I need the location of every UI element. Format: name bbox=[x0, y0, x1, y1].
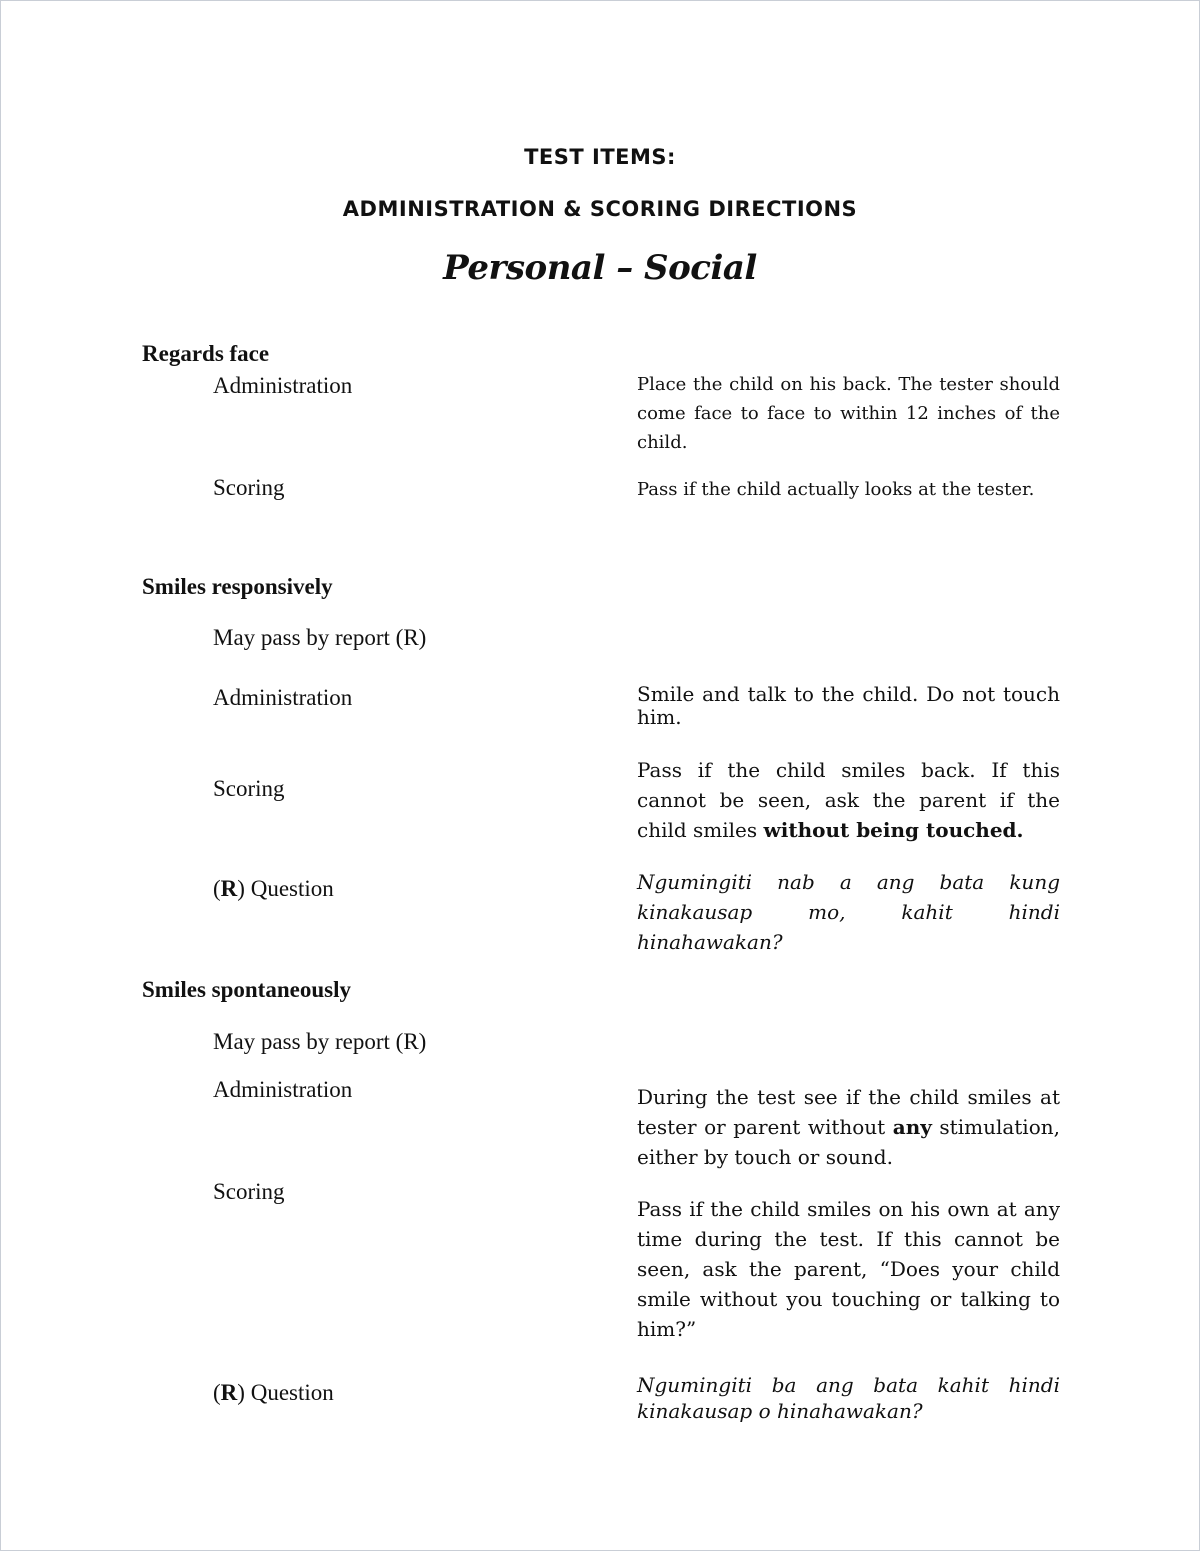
scoring-text-emphasis: without being touched. bbox=[763, 818, 1024, 842]
administration-label: Administration bbox=[213, 1077, 353, 1102]
administration-label: Administration bbox=[213, 685, 353, 710]
scoring-text bbox=[637, 755, 1060, 845]
scoring-label: Scoring bbox=[213, 776, 285, 801]
report-marker: R bbox=[220, 876, 238, 901]
administration-text bbox=[637, 1082, 1060, 1172]
scoring-text: Pass if the child smiles on his own at any time during the test. If this cannot be seen, ask the parent, “Does your child smile without you touching or talking to him?” bbox=[637, 1197, 1060, 1341]
administration-text-post: stimulation, either by touch or sound. bbox=[637, 1115, 1060, 1169]
item-heading: Regards face bbox=[142, 341, 270, 366]
question-text: Ngumingiti ba ang bata kahit hindi kinakausap o hinahawakan? bbox=[637, 1373, 1060, 1423]
administration-text-pre: During the test see if the child smiles at tester or parent without bbox=[637, 1085, 1060, 1139]
administration-text-emphasis: any bbox=[892, 1115, 932, 1139]
report-marker: R bbox=[220, 1380, 238, 1405]
scoring-text: Pass if the child actually looks at the tester. bbox=[637, 479, 1035, 500]
page-subtitle: ADMINISTRATION & SCORING DIRECTIONS bbox=[342, 197, 858, 221]
page-title: TEST ITEMS: bbox=[524, 145, 676, 169]
item-heading: Smiles responsively bbox=[142, 574, 333, 599]
question-text: Ngumingiti nab a ang bata kung kinakausap mo, kahit hindi hinahawakan? bbox=[637, 870, 1060, 954]
question-label: (R) Question bbox=[213, 1380, 334, 1405]
domain-title: Personal – Social bbox=[443, 248, 757, 288]
scoring-label: Scoring bbox=[213, 475, 285, 500]
question-label-text: Question bbox=[250, 876, 334, 901]
item-heading: Smiles spontaneously bbox=[142, 977, 351, 1002]
question-label: (R) Question bbox=[213, 876, 334, 901]
report-note: May pass by report (R) bbox=[213, 625, 427, 650]
administration-text: Place the child on his back. The tester should come face to face to within 12 inches of the child. bbox=[637, 374, 1060, 453]
administration-label: Administration bbox=[213, 373, 353, 398]
report-note: May pass by report (R) bbox=[213, 1029, 427, 1054]
administration-text: Smile and talk to the child. Do not touch him. bbox=[637, 682, 1060, 729]
scoring-label: Scoring bbox=[213, 1179, 285, 1204]
scoring-text-regular: Pass if the child smiles back. If this cannot be seen, ask the parent if the child smiles bbox=[637, 758, 1060, 842]
question-label-text: Question bbox=[250, 1380, 334, 1405]
